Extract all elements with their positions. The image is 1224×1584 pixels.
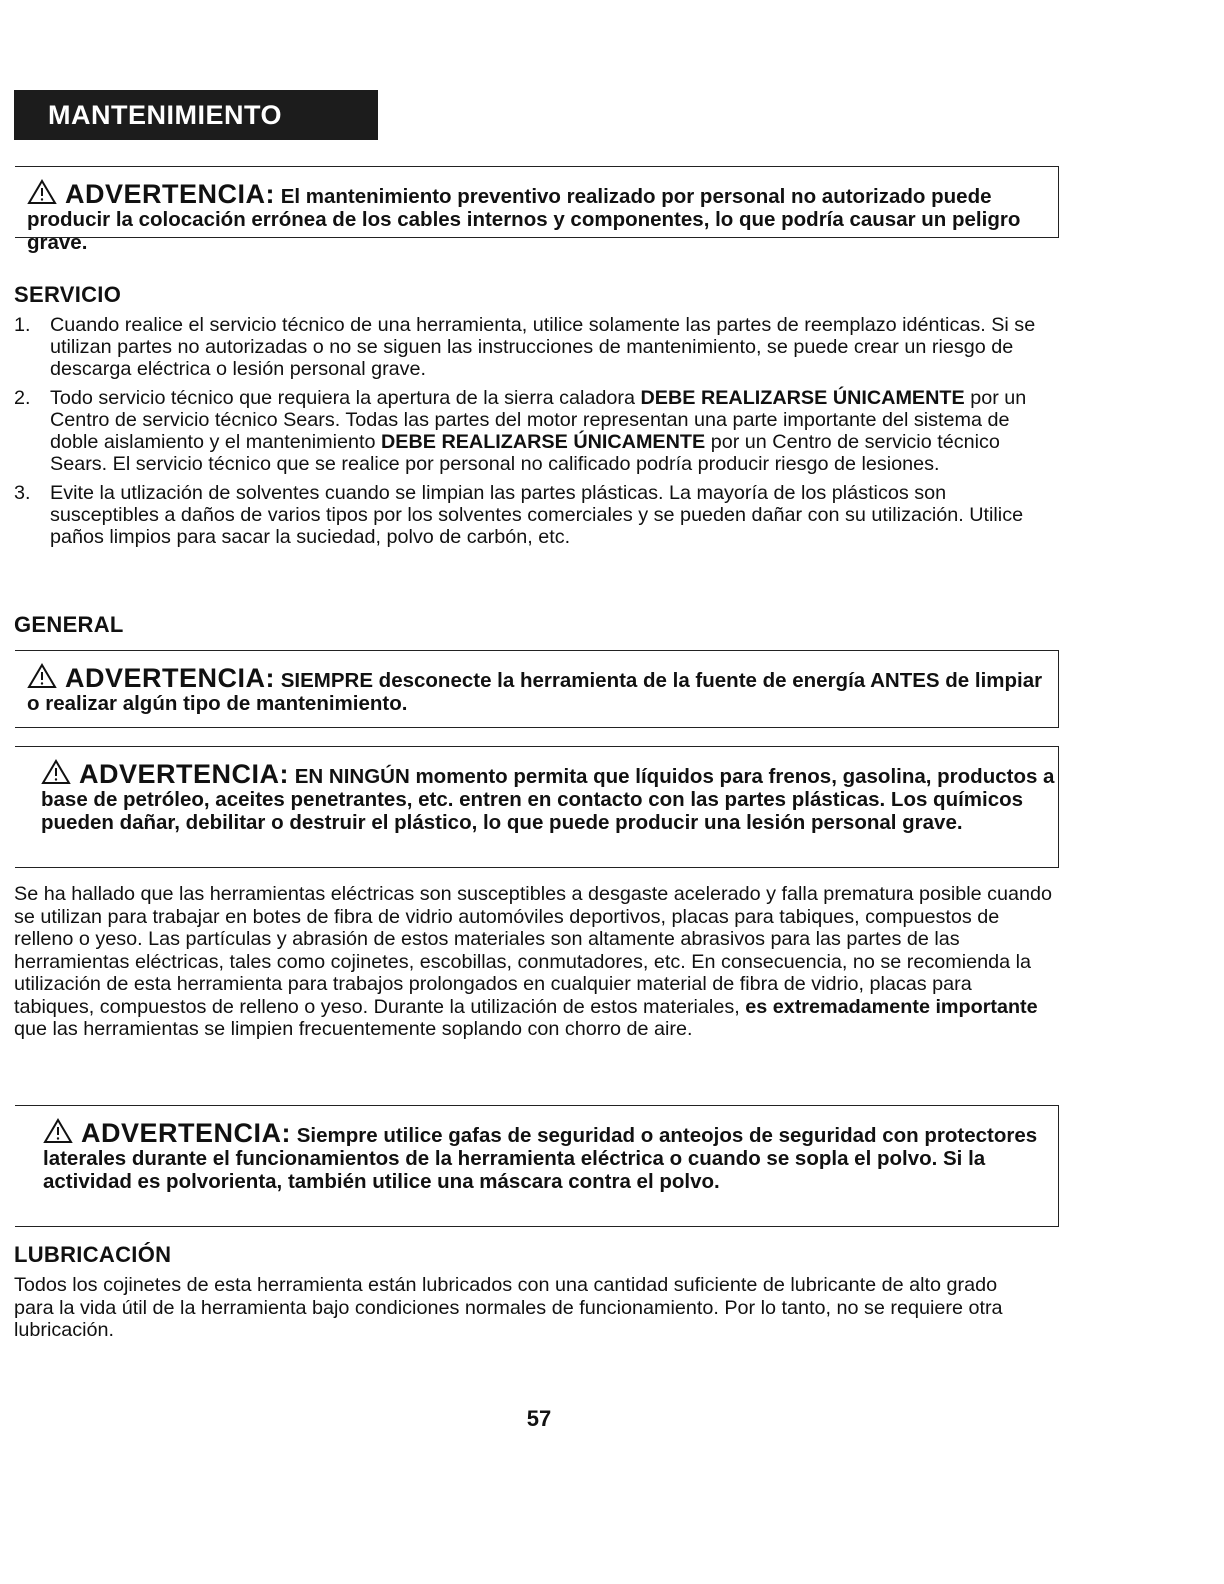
warning-text: El mantenimiento preventivo realizado por personal no autorizado puede producir la colocación errónea de los cables internos y componentes, lo que podría causar un peligro grave.	[27, 185, 1021, 254]
list-item: 2. Todo servicio técnico que requiera la apertura de la sierra caladora DEBE REALIZARSE ÚNICAMENTE por un Centro de servicio técnico Sears. Todas las partes del motor representan una parte importante del sistema de doble aislamiento y el mantenimiento DEBE REALIZARSE ÚNICAMENTE por un Centro de servicio técnico Sears. El servicio técnico que se realice por personal no calificado podría producir riesgo de lesiones.	[14, 387, 1027, 475]
warning-box-4	[15, 1105, 1059, 1227]
warning-box-1	[15, 166, 1059, 254]
warning-text: EN NINGÚN momento permita que líquidos para frenos, gasolina, productos a base de petróleo, aceites penetrantes, etc. entren en contacto con las partes plásticas. Los químicos pueden dañar, debilitar o destruir el plástico, lo que puede producir una lesión personal grave.	[41, 765, 1055, 834]
warning-text: SIEMPRE desconecte la herramienta de la fuente de energía ANTES de limpiar o realizar algún tipo de mantenimiento.	[27, 669, 1043, 715]
section-title-general: GENERAL	[14, 612, 124, 637]
warning-text: Siempre utilice gafas de seguridad o anteojos de seguridad con protectores laterales durante el funcionamientos de la herramienta eléctrica o cuando se sopla el polvo. Si la actividad es polvorienta, también utilice una máscara contra el polvo.	[43, 1124, 1038, 1193]
warning-box-2	[15, 650, 1059, 728]
page-number: 57	[526, 1406, 552, 1431]
section-title-lubricacion: LUBRICACIÓN	[14, 1242, 172, 1267]
list-item: 3. Evite la utlización de solventes cuando se limpian las partes plásticas. La mayoría de los plásticos son susceptibles a daños de varios tipos por los solventes comerciales y se pueden dañar con su utilización. Utilice paños limpios para sacar la suciedad, polvo de carbón, etc.	[14, 482, 1024, 548]
warning-heading: ADVERTENCIA:	[43, 1118, 291, 1148]
warning-triangle-icon	[41, 759, 71, 785]
servicio-list	[14, 314, 1054, 555]
section-banner: MANTENIMIENTO	[14, 90, 378, 140]
warning-triangle-icon	[27, 179, 57, 205]
section-title-servicio: SERVICIO	[14, 282, 122, 307]
warning-triangle-icon	[27, 663, 57, 689]
warning-heading: ADVERTENCIA:	[27, 663, 275, 693]
warning-box-3	[15, 746, 1059, 868]
warning-heading: ADVERTENCIA:	[27, 179, 275, 209]
general-paragraph: Se ha hallado que las herramientas eléctricas son susceptibles a desgaste acelerado y falla prematura posible cuando se utilizan para trabajar en botes de fibra de vidrio automóviles deportivos, placas para tabiques, compuestos de relleno o yeso. Las partículas y abrasión de estos materiales son altamente abrasivos para las partes de las herramientas eléctricas, tales como cojinetes, escobillas, conmutadores, etc. En consecuencia, no se recomienda la utilización de esta herramienta para trabajos prolongados en cualquier material de fibra de vidrio, placas para tabiques, compuestos de relleno o yeso. Durante la utilización de estos materiales, es extremadamente importante que las herramientas se limpien frecuentemente soplando con chorro de aire.	[14, 883, 1053, 1040]
lubricacion-paragraph: Todos los cojinetes de esta herramienta están lubricados con una cantidad suficiente de lubricante de alto grado para la vida útil de la herramienta bajo condiciones normales de funcionamiento. Por lo tanto, no se requiere otra lubricación.	[14, 1274, 1003, 1341]
warning-heading: ADVERTENCIA:	[41, 759, 289, 789]
list-item: 1. Cuando realice el servicio técnico de una herramienta, utilice solamente las partes de reemplazo idénticas. Si se utilizan partes no autorizadas o no se siguen las instrucciones de mantenimiento, se puede crear un riesgo de descarga eléctrica o lesión personal grave.	[14, 314, 1036, 380]
warning-triangle-icon	[43, 1118, 73, 1144]
